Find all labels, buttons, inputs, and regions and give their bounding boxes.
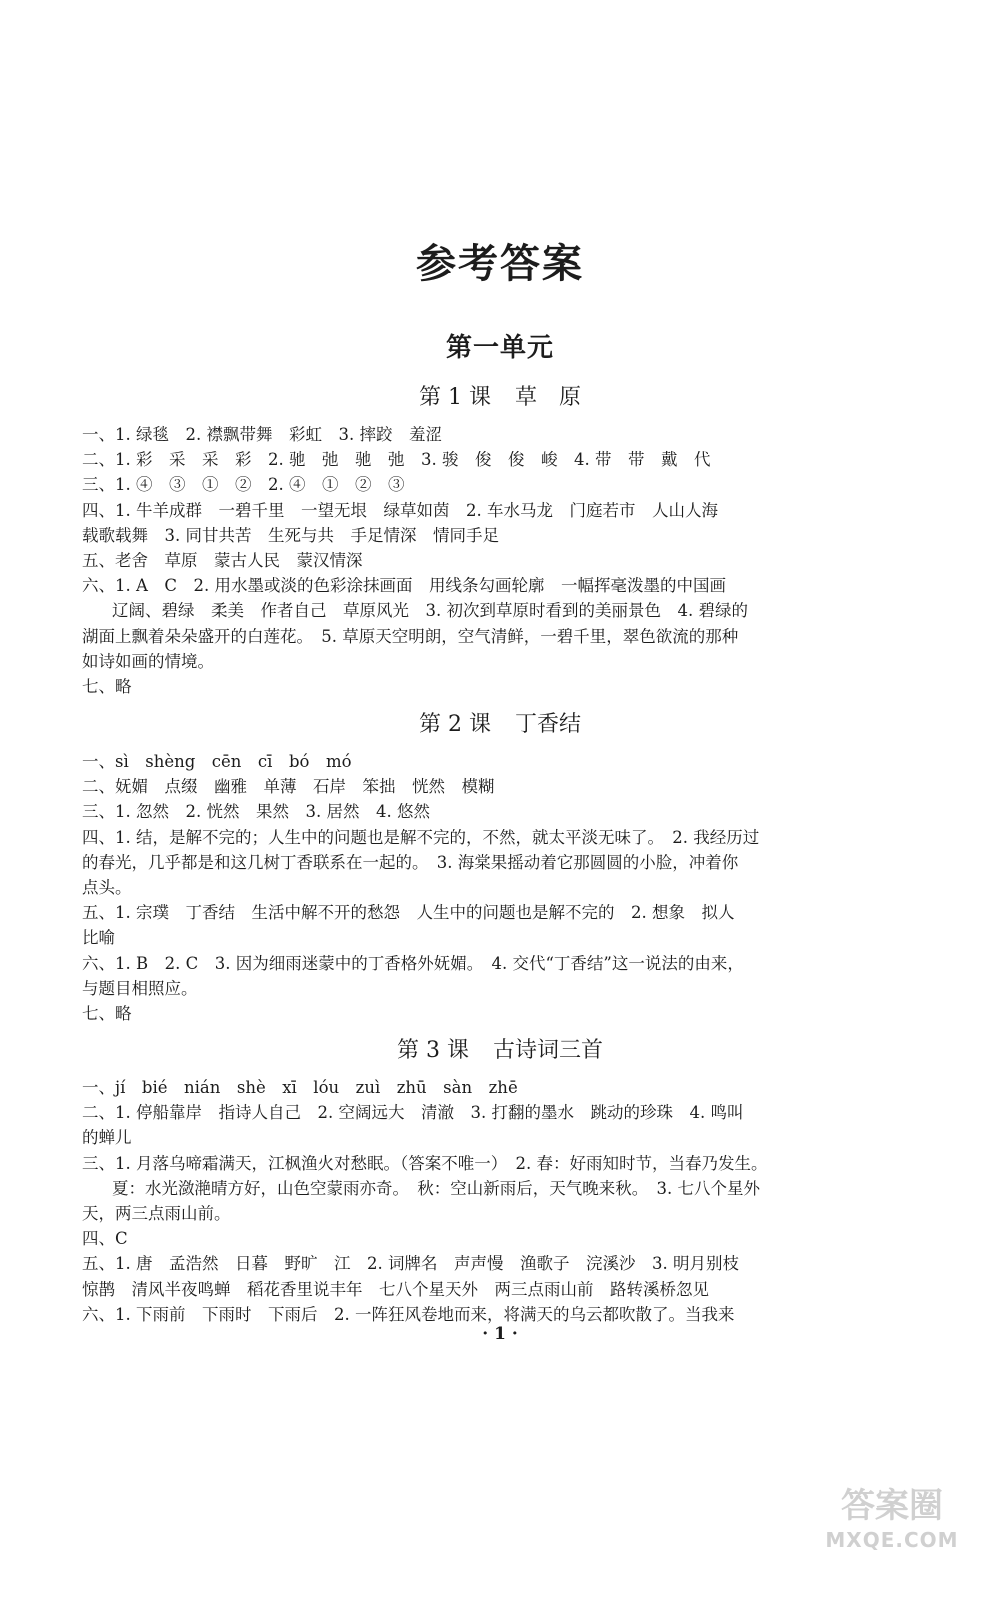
lesson-1-heading bbox=[0, 380, 1000, 411]
unit-heading: 第一单元 bbox=[445, 333, 554, 363]
lesson-2-number: 第 2 课 bbox=[419, 712, 491, 737]
answer-line: 七、略 bbox=[82, 677, 132, 697]
answer-line: 二、1. 停船靠岸 指诗人自己 2. 空阔远大 清澈 3. 打翻的墨水 跳动的珍珠 4. 鸣叫 bbox=[82, 1103, 744, 1123]
answer-line: 辽阔、碧绿 柔美 作者自己 草原风光 3. 初次到草原时看到的美丽景色 4. 碧绿的 bbox=[112, 601, 748, 621]
answer-line: 二、妩媚 点缀 幽雅 单薄 石岸 笨拙 恍然 模糊 bbox=[82, 777, 495, 797]
answer-line: 四、C bbox=[82, 1229, 128, 1249]
answer-line: 四、1. 牛羊成群 一碧千里 一望无垠 绿草如茵 2. 车水马龙 门庭若市 人山人海 bbox=[82, 500, 718, 520]
lesson-3-heading bbox=[0, 1033, 1000, 1064]
answer-line: 惊鹊 清风半夜鸣蝉 稻花香里说丰年 七八个星天外 两三点雨山前 路转溪桥忽见 bbox=[82, 1279, 709, 1299]
lesson-3-number: 第 3 课 bbox=[397, 1038, 469, 1063]
answer-line: 湖面上飘着朵朵盛开的白莲花。 5. 草原天空明朗，空气清鲜，一碧千里，翠色欲流的那种 bbox=[82, 626, 739, 646]
answer-line: 的蝉儿 bbox=[82, 1128, 132, 1148]
lesson-2-answers bbox=[82, 749, 872, 1026]
page-title: 参考答案 bbox=[416, 240, 584, 287]
page-number: · 1 · bbox=[482, 1324, 518, 1344]
lesson-1-number: 第 1 课 bbox=[419, 385, 491, 410]
watermark-text: 答案圈 bbox=[841, 1486, 943, 1526]
answer-line: 六、1. B 2. C 3. 因为细雨迷蒙中的丁香格外妩媚。 4. 交代“丁香结”这一说法的由来， bbox=[82, 953, 744, 973]
answer-line: 五、1. 宗璞 丁香结 生活中解不开的愁怨 人生中的问题也是解不完的 2. 想象 拟人 bbox=[82, 903, 735, 923]
answer-line: 五、老舍 草原 蒙古人民 蒙汉情深 bbox=[82, 551, 363, 571]
watermark-url: MXQE.COM bbox=[825, 1528, 959, 1552]
answer-line: 天，两三点雨山前。 bbox=[82, 1204, 231, 1224]
answer-line: 点头。 bbox=[82, 878, 132, 898]
lesson-3-name: 古诗词三首 bbox=[492, 1038, 603, 1063]
answer-line: 与题目相照应。 bbox=[82, 978, 198, 998]
lesson-3-answers bbox=[82, 1075, 872, 1327]
answer-line: 四、1. 结，是解不完的；人生中的问题也是解不完的，不然，就太平淡无味了。 2. 我经历过 bbox=[82, 827, 760, 847]
answer-line: 七、略 bbox=[82, 1004, 132, 1024]
lesson-1-name: 草 原 bbox=[514, 385, 581, 410]
answer-line: 如诗如画的情境。 bbox=[82, 651, 214, 671]
answer-line: 的春光，几乎都是和这几树丁香联系在一起的。 3. 海棠果摇动着它那圆圆的小脸，冲着你 bbox=[82, 852, 739, 872]
answer-line: 三、1. 忽然 2. 恍然 果然 3. 居然 4. 悠然 bbox=[82, 802, 430, 822]
lesson-2-name: 丁香结 bbox=[514, 712, 581, 737]
answer-line: 载歌载舞 3. 同甘共苦 生死与共 手足情深 情同手足 bbox=[82, 525, 499, 545]
answer-line: 六、1. 下雨前 下雨时 下雨后 2. 一阵狂风卷地而来，将满天的乌云都吹散了。当我来 bbox=[82, 1304, 735, 1324]
lesson-1-answers bbox=[82, 422, 872, 699]
answer-line: 六、1. A C 2. 用水墨或淡的色彩涂抹画面 用线条勾画轮廓 一幅挥毫泼墨的中国画 bbox=[82, 576, 727, 596]
answer-line: 二、1. 彩 采 采 彩 2. 驰 弛 驰 弛 3. 骏 俊 俊 峻 4. 带 带 戴 代 bbox=[82, 450, 711, 470]
answer-line: 三、1. 月落乌啼霜满天，江枫渔火对愁眠。（答案不唯一） 2. 春：好雨知时节，当春乃发生。 bbox=[82, 1153, 768, 1173]
answer-line: 一、sì shèng cēn cī bó mó bbox=[82, 752, 352, 771]
answer-line: 一、1. 绿毯 2. 襟飘带舞 彩虹 3. 摔跤 羞涩 bbox=[82, 425, 442, 444]
answer-line: 夏：水光潋滟晴方好，山色空蒙雨亦奇。 秋：空山新雨后，天气晚来秋。 3. 七八个星外 bbox=[112, 1178, 760, 1198]
lesson-2-heading bbox=[0, 707, 1000, 738]
answer-line: 五、1. 唐 孟浩然 日暮 野旷 江 2. 词牌名 声声慢 渔歌子 浣溪沙 3. 明月别枝 bbox=[82, 1254, 739, 1274]
answer-line: 三、1. ④ ③ ① ② 2. ④ ① ② ③ bbox=[82, 475, 405, 495]
answer-line: 一、jí bié nián shè xī lóu zuì zhū sàn zhē bbox=[82, 1078, 518, 1097]
watermark-logo bbox=[812, 1484, 972, 1574]
answer-line: 比喻 bbox=[82, 928, 115, 948]
